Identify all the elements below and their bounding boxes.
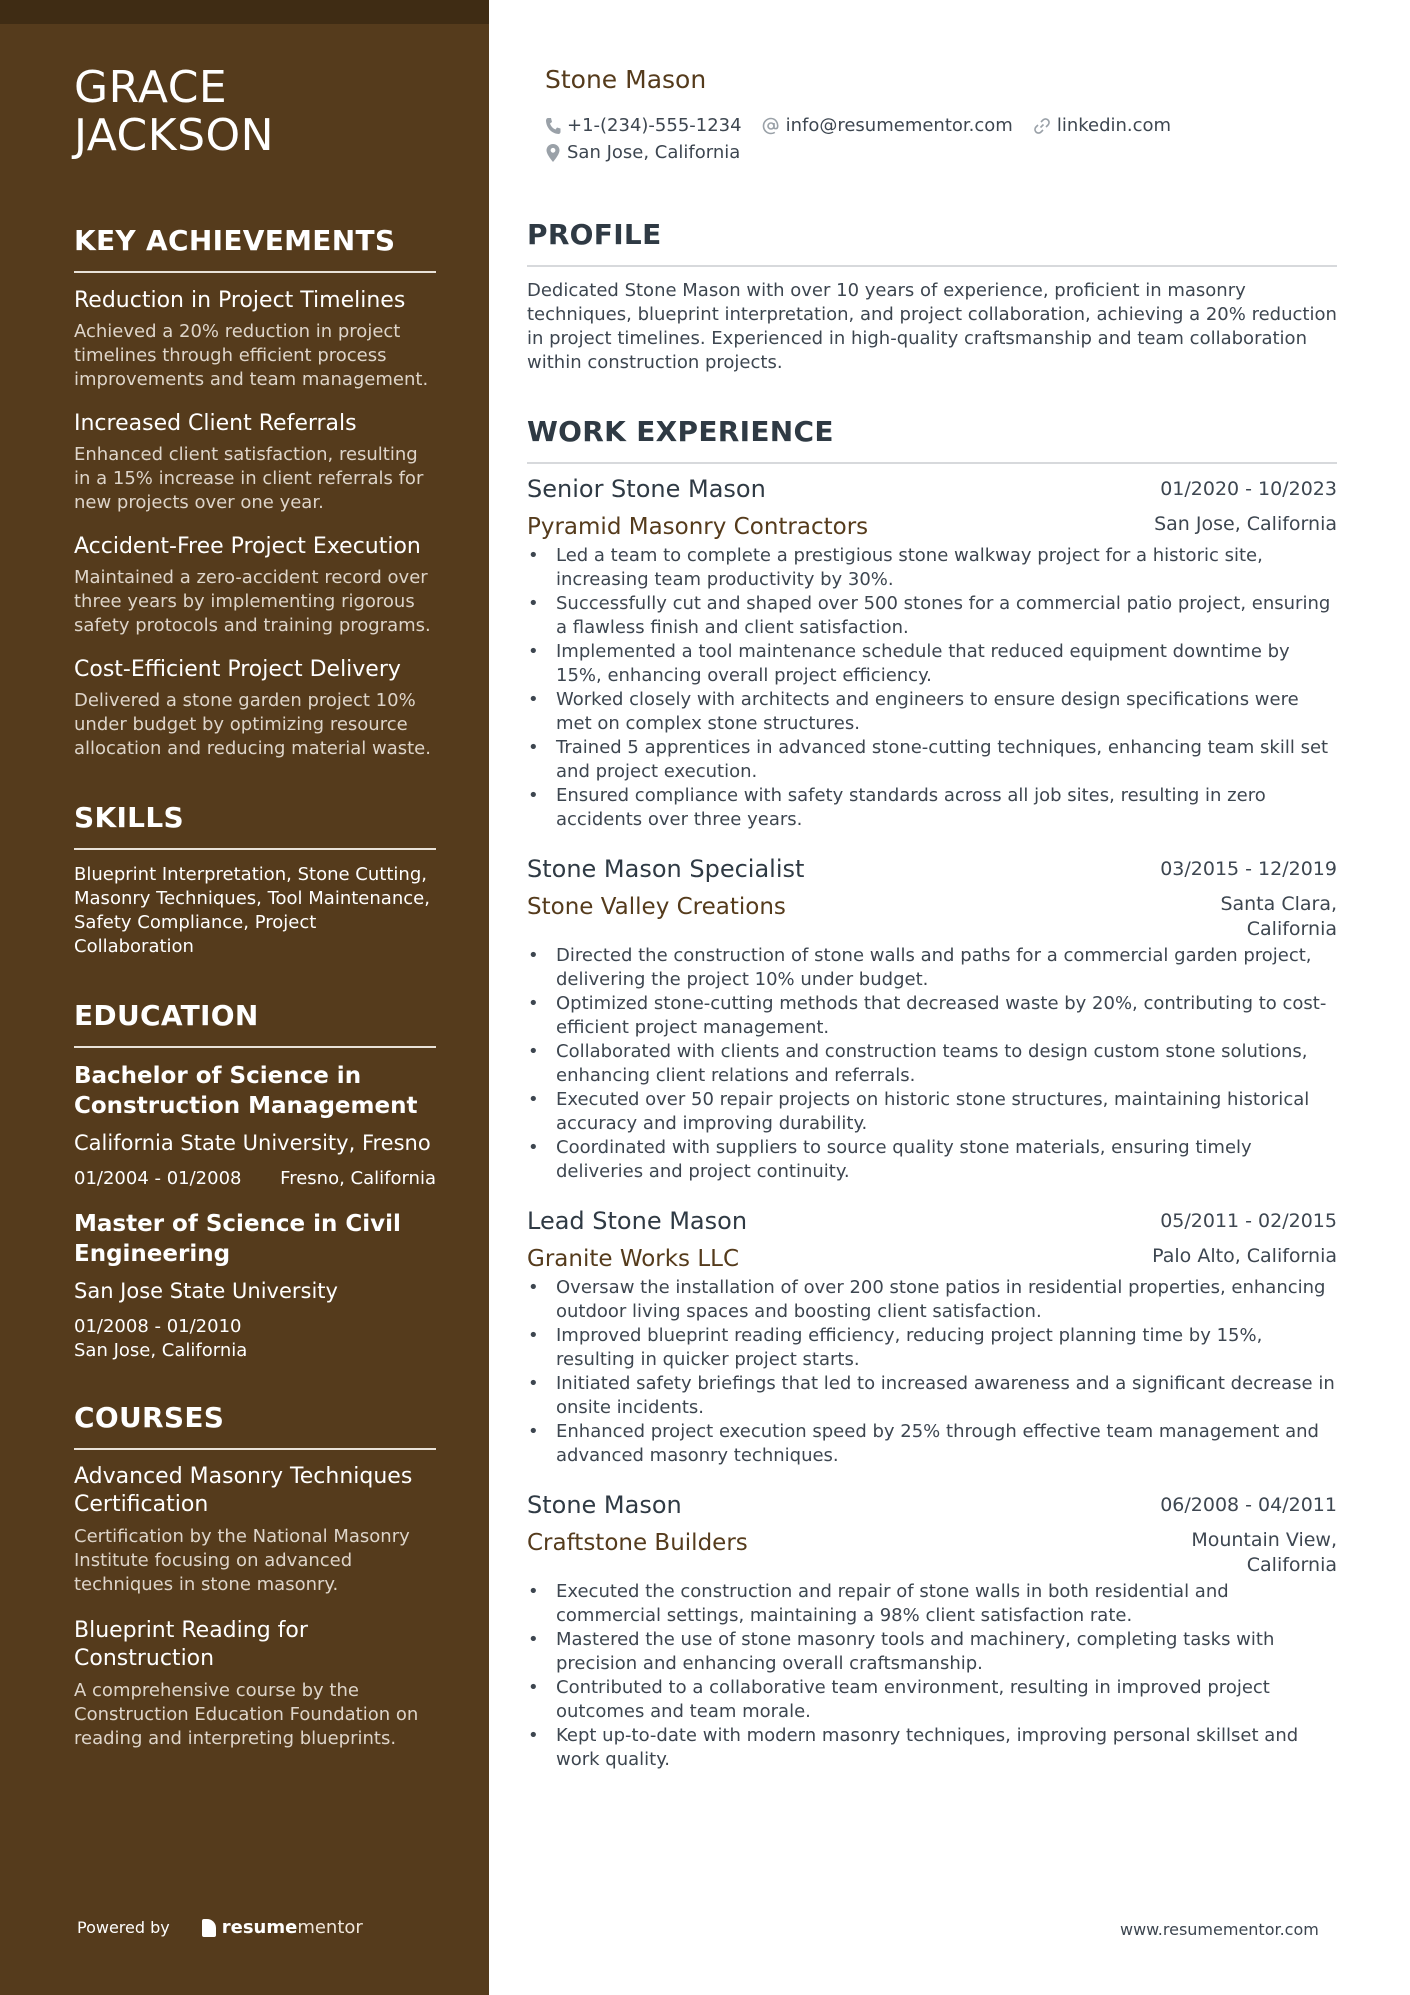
course-desc: A comprehensive course by the Construction Education Foundation on reading and interpreting blueprints.: [74, 1680, 419, 1749]
courses-heading: COURSES: [74, 1401, 436, 1450]
job-location: Santa Clara, California: [1220, 893, 1337, 940]
job-company-row: [527, 504, 1337, 542]
job-company: Pyramid Masonry Contractors: [527, 514, 869, 540]
location-pin-icon: [545, 143, 561, 163]
at-icon: [762, 117, 780, 135]
achievement-desc: Enhanced client satisfaction, resulting in a 15% increase in client referrals for new projects over one year.: [74, 444, 424, 513]
job-company-row: [527, 1520, 1337, 1578]
resumementor-logo[interactable]: [202, 1917, 363, 1938]
job-bullet: • Mastered the use of stone masonry tools and machinery, completing tasks with precision and enhancing overall craftsmanship.: [527, 1628, 1337, 1676]
education-item: [74, 1061, 436, 1191]
job-entry: [527, 1206, 1337, 1468]
skills-heading: SKILLS: [74, 801, 436, 850]
job-header: [527, 1206, 1337, 1236]
job-company: Craftstone Builders: [527, 1530, 748, 1556]
job-bullet: • Contributed to a collaborative team environment, resulting in improved project outcomes and team morale.: [527, 1676, 1337, 1724]
achievement-title: Increased Client Referrals: [74, 411, 357, 436]
powered-by: [77, 1917, 363, 1938]
courses-section: [74, 1401, 436, 1751]
job-bullets: [527, 1580, 1337, 1772]
candidate-title: Stone Mason: [545, 65, 707, 94]
education-meta: [74, 1167, 436, 1191]
phone-icon: [545, 117, 561, 135]
job-role: Stone Mason Specialist: [527, 855, 805, 883]
job-bullet: • Executed over 50 repair projects on historic stone structures, maintaining historical accuracy and improving durability.: [527, 1088, 1337, 1136]
location-text: San Jose, California: [567, 142, 741, 163]
job-dates: 01/2020 - 10/2023: [1160, 478, 1337, 500]
contact-email[interactable]: [762, 112, 1013, 139]
job-header: [527, 474, 1337, 504]
achievement-title: Cost-Efficient Project Delivery: [74, 657, 401, 682]
contact-location: [545, 139, 740, 166]
job-header: [527, 854, 1337, 884]
job-entry: [527, 854, 1337, 1184]
sidebar-content: [74, 64, 436, 1771]
job-bullet: • Trained 5 apprentices in advanced stone-cutting techniques, enhancing team skill set and project execution.: [527, 736, 1337, 784]
job-location: San Jose, California: [1154, 513, 1337, 535]
course-title: Advanced Masonry Techniques Certification: [74, 1464, 413, 1517]
profile-section: [527, 218, 1337, 375]
experience-section: [527, 415, 1337, 1772]
sidebar-top-band: [0, 0, 489, 24]
candidate-name: [74, 64, 436, 160]
job-bullet: • Implemented a tool maintenance schedule that reduced equipment downtime by 15%, enhancing overall project efficiency.: [527, 640, 1337, 688]
job-bullet: • Successfully cut and shaped over 500 stones for a commercial patio project, ensuring a flawless finish and client satisfaction.: [527, 592, 1337, 640]
contact-row: [545, 139, 1325, 166]
achievement-item: [74, 286, 436, 392]
linkedin-text: linkedin.com: [1056, 115, 1172, 136]
education-location: San Jose, California: [74, 1340, 248, 1361]
job-bullet: • Optimized stone-cutting methods that decreased waste by 20%, contributing to cost-efficient project management.: [527, 992, 1337, 1040]
job-bullets: [527, 544, 1337, 832]
education-school: San Jose State University: [74, 1279, 338, 1303]
education-school: California State University, Fresno: [74, 1131, 431, 1155]
job-bullet: • Coordinated with suppliers to source quality stone materials, ensuring timely deliveries and project continuity.: [527, 1136, 1337, 1184]
contact-row: [545, 112, 1325, 139]
job-bullets: [527, 1276, 1337, 1468]
job-dates: 05/2011 - 02/2015: [1160, 1210, 1337, 1232]
job-bullet: • Led a team to complete a prestigious stone walkway project for a historic site, increasing team productivity by 30%.: [527, 544, 1337, 592]
footer-website-link[interactable]: www.resumementor.com: [1120, 1920, 1319, 1939]
job-company: Stone Valley Creations: [527, 894, 786, 920]
education-location: Fresno, California: [280, 1168, 436, 1189]
email-text: info@resumementor.com: [785, 115, 1013, 136]
achievement-desc: Maintained a zero-accident record over three years by implementing rigorous safety protocols and training programs.: [74, 567, 431, 636]
job-bullets: [527, 944, 1337, 1184]
job-bullet: • Executed the construction and repair of stone walls in both residential and commercial settings, maintaining a 98% client satisfaction rate.: [527, 1580, 1337, 1628]
phone-text: +1-(234)-555-1234: [567, 115, 742, 136]
achievement-desc: Delivered a stone garden project 10% under budget by optimizing resource allocation and reducing material waste.: [74, 690, 431, 759]
course-item: [74, 1463, 436, 1597]
experience-heading: WORK EXPERIENCE: [527, 415, 1337, 464]
job-bullet: • Directed the construction of stone walls and paths for a commercial garden project, delivering the project 10% under budget.: [527, 944, 1337, 992]
logo-light-text: mentor: [297, 1917, 363, 1938]
resumementor-logo-icon: [202, 1919, 216, 1937]
achievement-item: [74, 655, 436, 761]
job-bullet: • Kept up-to-date with modern masonry techniques, improving personal skillset and work quality.: [527, 1724, 1337, 1772]
job-location: Palo Alto, California: [1152, 1245, 1337, 1267]
achievement-title: Accident-Free Project Execution: [74, 534, 421, 559]
job-company-row: [527, 884, 1337, 942]
sidebar: [0, 0, 489, 1995]
job-role: Senior Stone Mason: [527, 475, 766, 503]
first-name: GRACE: [74, 62, 228, 113]
job-company-row: [527, 1236, 1337, 1274]
education-section: [74, 999, 436, 1363]
achievement-item: [74, 532, 436, 638]
achievement-desc: Achieved a 20% reduction in project timelines through efficient process improvements and team management.: [74, 321, 429, 390]
skills-list: Blueprint Interpretation, Stone Cutting, Masonry Techniques, Tool Maintenance, Safety Compliance, Project Collaboration: [74, 864, 430, 957]
achievements-section: [74, 224, 436, 761]
job-bullet: • Oversaw the installation of over 200 stone patios in residential properties, enhancing outdoor living spaces and boosting client satisfaction.: [527, 1276, 1337, 1324]
education-dates: 01/2004 - 01/2008: [74, 1168, 242, 1189]
job-role: Lead Stone Mason: [527, 1207, 748, 1235]
job-dates: 03/2015 - 12/2019: [1160, 858, 1337, 880]
job-dates: 06/2008 - 04/2011: [1160, 1494, 1337, 1516]
skills-section: [74, 801, 436, 959]
logo-bold-text: resume: [221, 1917, 298, 1938]
achievement-item: [74, 409, 436, 515]
job-bullet: • Initiated safety briefings that led to increased awareness and a significant decrease in onsite incidents.: [527, 1372, 1337, 1420]
course-title: Blueprint Reading for Construction: [74, 1618, 308, 1671]
job-bullet: • Collaborated with clients and construction teams to design custom stone solutions, enhancing client relations and referrals.: [527, 1040, 1337, 1088]
achievements-heading: KEY ACHIEVEMENTS: [74, 224, 436, 273]
job-bullet: • Ensured compliance with safety standards across all job sites, resulting in zero accidents over three years.: [527, 784, 1337, 832]
education-degree: Bachelor of Science in Construction Management: [74, 1063, 418, 1119]
achievement-title: Reduction in Project Timelines: [74, 288, 406, 313]
profile-heading: PROFILE: [527, 218, 1337, 267]
education-degree: Master of Science in Civil Engineering: [74, 1211, 401, 1267]
job-bullet: • Improved blueprint reading efficiency, reducing project planning time by 15%, resulting in quicker project starts.: [527, 1324, 1337, 1372]
education-item: [74, 1209, 436, 1363]
course-desc: Certification by the National Masonry Institute focusing on advanced techniques in stone masonry.: [74, 1526, 410, 1595]
last-name: JACKSON: [74, 110, 275, 161]
job-bullet: • Enhanced project execution speed by 25% through effective team management and advanced masonry techniques.: [527, 1420, 1337, 1468]
job-bullet: • Worked closely with architects and engineers to ensure design specifications were met on complex stone structures.: [527, 688, 1337, 736]
job-entry: [527, 1490, 1337, 1772]
education-heading: EDUCATION: [74, 999, 436, 1048]
link-icon: [1033, 117, 1051, 135]
course-item: [74, 1617, 436, 1751]
contact-phone[interactable]: [545, 112, 742, 139]
profile-summary: Dedicated Stone Mason with over 10 years of experience, proficient in masonry techniques, blueprint interpretation, and project collaboration, achieving a 20% reduction in project timelines. Experienced in high-quality craftsmanship and team collaboration within construction projects.: [527, 280, 1337, 373]
job-location: Mountain View, California: [1191, 1529, 1337, 1576]
contact-linkedin[interactable]: [1033, 112, 1171, 139]
education-dates: 01/2008 - 01/2010: [74, 1316, 242, 1337]
job-entry: [527, 474, 1337, 832]
education-meta: [74, 1315, 436, 1363]
job-role: Stone Mason: [527, 1491, 682, 1519]
powered-by-label: Powered by: [77, 1918, 170, 1937]
job-header: [527, 1490, 1337, 1520]
contact-info: [545, 112, 1325, 166]
job-company: Granite Works LLC: [527, 1246, 740, 1272]
